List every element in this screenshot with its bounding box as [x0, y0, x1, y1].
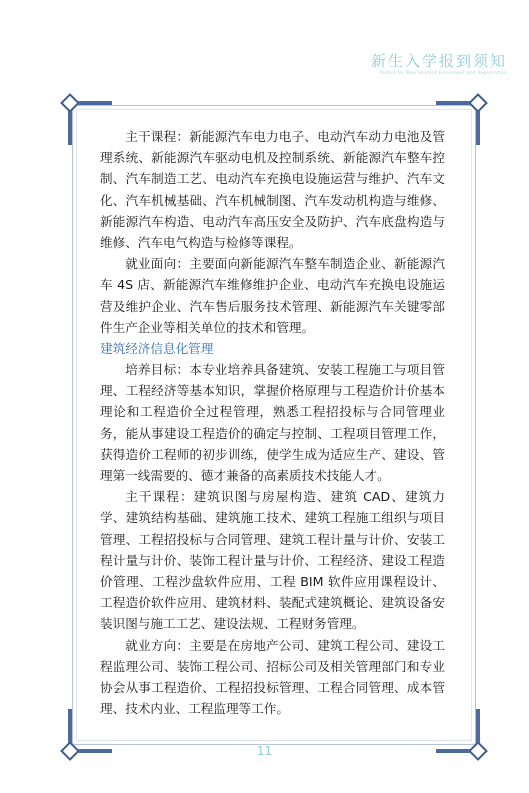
paragraph-employment-construction: 就业方向：主要是在房地产公司、建筑工程公司、建设工程监理公司、装饰工程公司、招标公司及相关管理部门和专业协会从事工程造价、工程招投标管理、工程合同管理、成本管理、技术内业、工程监理等工作。: [100, 637, 445, 717]
page-number: 11: [256, 744, 273, 758]
paragraph-training-goal: 培养目标：本专业培养具备建筑、安装工程施工与项目管理、工程经济等基本知识，掌握价格原理与工程造价计价基本理论和工程造价全过程管理，熟悉工程招投标与合同管理业务，能从事建设工程造价的确定与控制、工程项目管理工作，获得造价工程师的初步训练，使学生成为适应生产、建设、管理第一线需要的、德才兼备的高素质技术技能人才。: [100, 362, 445, 484]
paragraph-employment-nev: 就业面向：主要面向新能源汽车整车制造企业、新能源汽车 4S 店、新能源汽车维修维护企业、电动汽车充换电设施运营及维护企业、汽车售后服务技术管理、新能源汽车关键零部件生产企业等相关单位的技术和管理。: [100, 256, 445, 335]
paragraph-core-courses-nev: 主干课程：新能源汽车电力电子、电动汽车动力电池及管理系统、新能源汽车驱动电机及控制系统、新能源汽车整车控制、汽车制造工艺、电动汽车充换电设施运营与维护、汽车文化、汽车机械基础、汽车机械制图、汽车发动机构造与维修、新能源汽车构造、电动汽车高压安全及防护、汽车底盘构造与维修、汽车电气构造与检修等课程。: [100, 129, 445, 251]
paragraph-core-courses-construction: 主干课程：建筑识图与房屋构造、建筑 CAD、建筑力学、建筑结构基础、建筑施工技术、建筑工程施工组织与项目管理、工程招投标与合同管理、建筑工程计量与计价、安装工程计量与计价、装饰工程计量与计价、工程经济、建设工程造价管理、工程沙盘软件应用、工程 BIM 软件应用课程设计、工程造价软件应用、建筑材料、装配式建筑概论、建筑设备安装识图与施工工艺、建设法规、工程财务管理。: [100, 489, 445, 632]
body-text: [100, 126, 445, 719]
header-title: 新生入学报到须知: [370, 52, 507, 70]
header-subtitle: Notice for New Student Enrollment and Registration: [380, 71, 507, 76]
section-title: 建筑经济信息化管理: [100, 341, 214, 357]
page-header: [371, 52, 507, 77]
